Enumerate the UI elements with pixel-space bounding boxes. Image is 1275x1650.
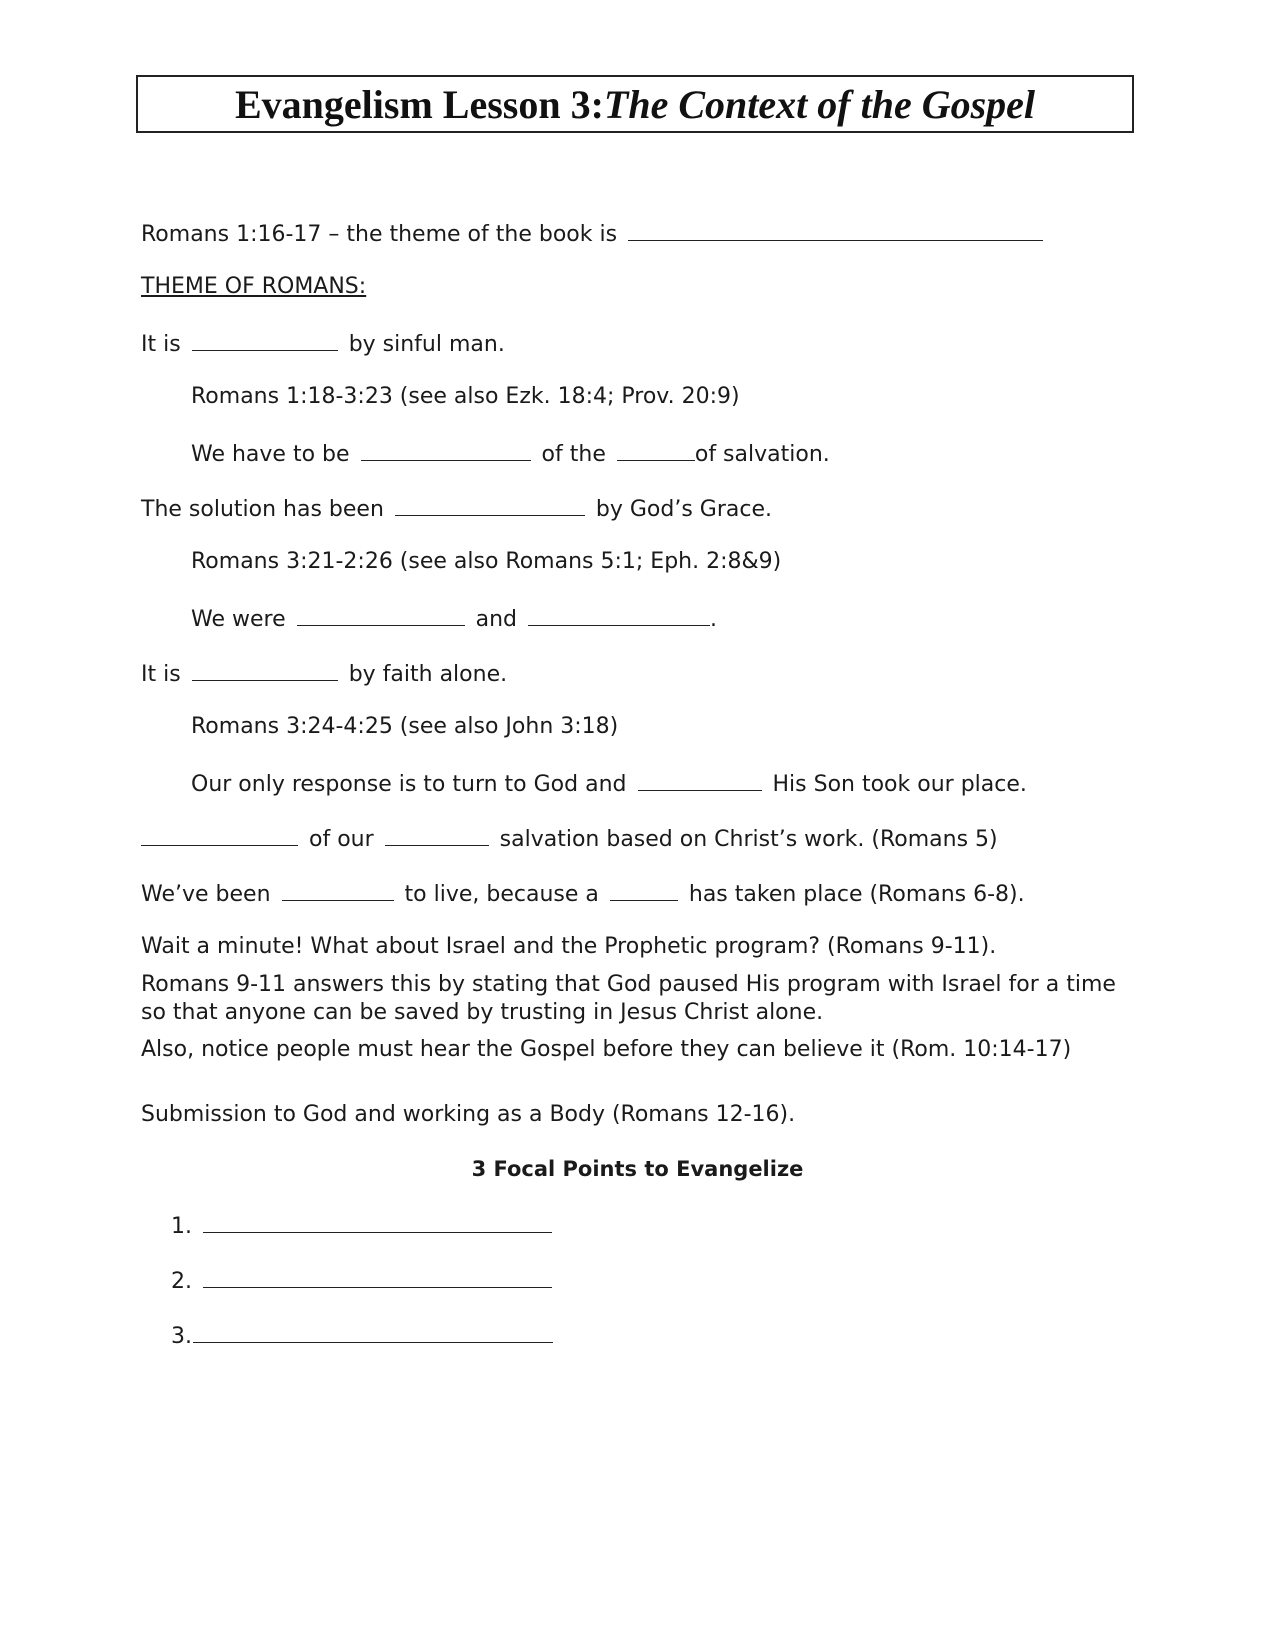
blank-have-to-be-1[interactable] [361, 438, 531, 461]
we-were-post: . [710, 607, 718, 632]
blank-salvation-1[interactable] [141, 823, 298, 846]
blank-it-is-1[interactable] [192, 328, 338, 351]
blank-live-1[interactable] [282, 878, 394, 901]
title-bold-part: Evangelism Lesson 3: [234, 81, 604, 127]
have-to-be-pre: We have to be [191, 442, 350, 467]
have-to-be-post: of salvation. [694, 442, 830, 467]
blank-focal-3[interactable] [193, 1320, 553, 1343]
it-is-1-post: by sinful man. [348, 332, 505, 357]
title-italic-part: The Context of the Gospel [603, 81, 1036, 127]
reference-1: Romans 1:18-3:23 (see also Ezk. 18:4; Prov. 20:9) [191, 384, 740, 409]
salvation-line [141, 823, 998, 854]
have-to-be-mid: of the [541, 442, 606, 467]
focal-item-1-number: 1. [171, 1214, 192, 1239]
focal-item-3-number: 3. [171, 1324, 192, 1349]
theme-heading: THEME OF ROMANS: [141, 274, 367, 299]
answers-paragraph: Romans 9-11 answers this by stating that God paused His program with Israel for a time so that anyone can be saved by trusting in Jesus Christ alone. [141, 972, 1116, 1025]
salvation-mid: of our [309, 827, 374, 852]
wait-line: Wait a minute! What about Israel and the Prophetic program? (Romans 9-11). [141, 934, 997, 959]
we-were-pre: We were [191, 607, 286, 632]
reference-3: Romans 3:24-4:25 (see also John 3:18) [191, 714, 619, 739]
it-is-2-post: by faith alone. [348, 662, 508, 687]
focal-item-2-number: 2. [171, 1269, 192, 1294]
we-were-mid: and [475, 607, 518, 632]
live-line [141, 878, 1025, 909]
blank-solution[interactable] [395, 493, 585, 516]
solution-line [141, 493, 772, 524]
submission-line: Submission to God and working as a Body (Romans 12-16). [141, 1102, 796, 1127]
blank-we-were-2[interactable] [528, 603, 710, 626]
notice-line: Also, notice people must hear the Gospel before they can believe it (Rom. 10:14-17) [141, 1037, 1072, 1062]
it-is-1-pre: It is [141, 332, 181, 357]
blank-response[interactable] [638, 768, 762, 791]
response-line [191, 768, 1027, 799]
blank-have-to-be-2[interactable] [617, 438, 695, 461]
solution-post: by God’s Grace. [595, 497, 772, 522]
response-pre: Our only response is to turn to God and [191, 772, 627, 797]
we-were-line [191, 603, 717, 634]
have-to-be-line [191, 438, 830, 469]
blank-salvation-2[interactable] [385, 823, 489, 846]
blank-focal-2[interactable] [203, 1265, 552, 1288]
romans-theme-line [141, 218, 1047, 249]
blank-theme[interactable] [628, 218, 1043, 241]
it-is-2-pre: It is [141, 662, 181, 687]
blank-we-were-1[interactable] [297, 603, 465, 626]
romans-theme-text: Romans 1:16-17 – the theme of the book is [141, 222, 618, 247]
focal-item-2 [171, 1265, 556, 1296]
live-pre: We’ve been [141, 882, 271, 907]
lesson-title [136, 75, 1134, 133]
it-is-line-1 [141, 328, 505, 359]
focal-points-heading: 3 Focal Points to Evangelize [471, 1157, 804, 1181]
reference-2: Romans 3:21-2:26 (see also Romans 5:1; Eph. 2:8&9) [191, 549, 782, 574]
focal-item-3 [171, 1320, 557, 1351]
response-post: His Son took our place. [772, 772, 1027, 797]
blank-live-2[interactable] [610, 878, 678, 901]
live-mid: to live, because a [404, 882, 599, 907]
blank-focal-1[interactable] [203, 1210, 552, 1233]
focal-item-1 [171, 1210, 556, 1241]
salvation-post: salvation based on Christ’s work. (Romans 5) [499, 827, 998, 852]
it-is-line-2 [141, 658, 507, 689]
blank-it-is-2[interactable] [192, 658, 338, 681]
solution-pre: The solution has been [141, 497, 384, 522]
live-post: has taken place (Romans 6-8). [688, 882, 1025, 907]
